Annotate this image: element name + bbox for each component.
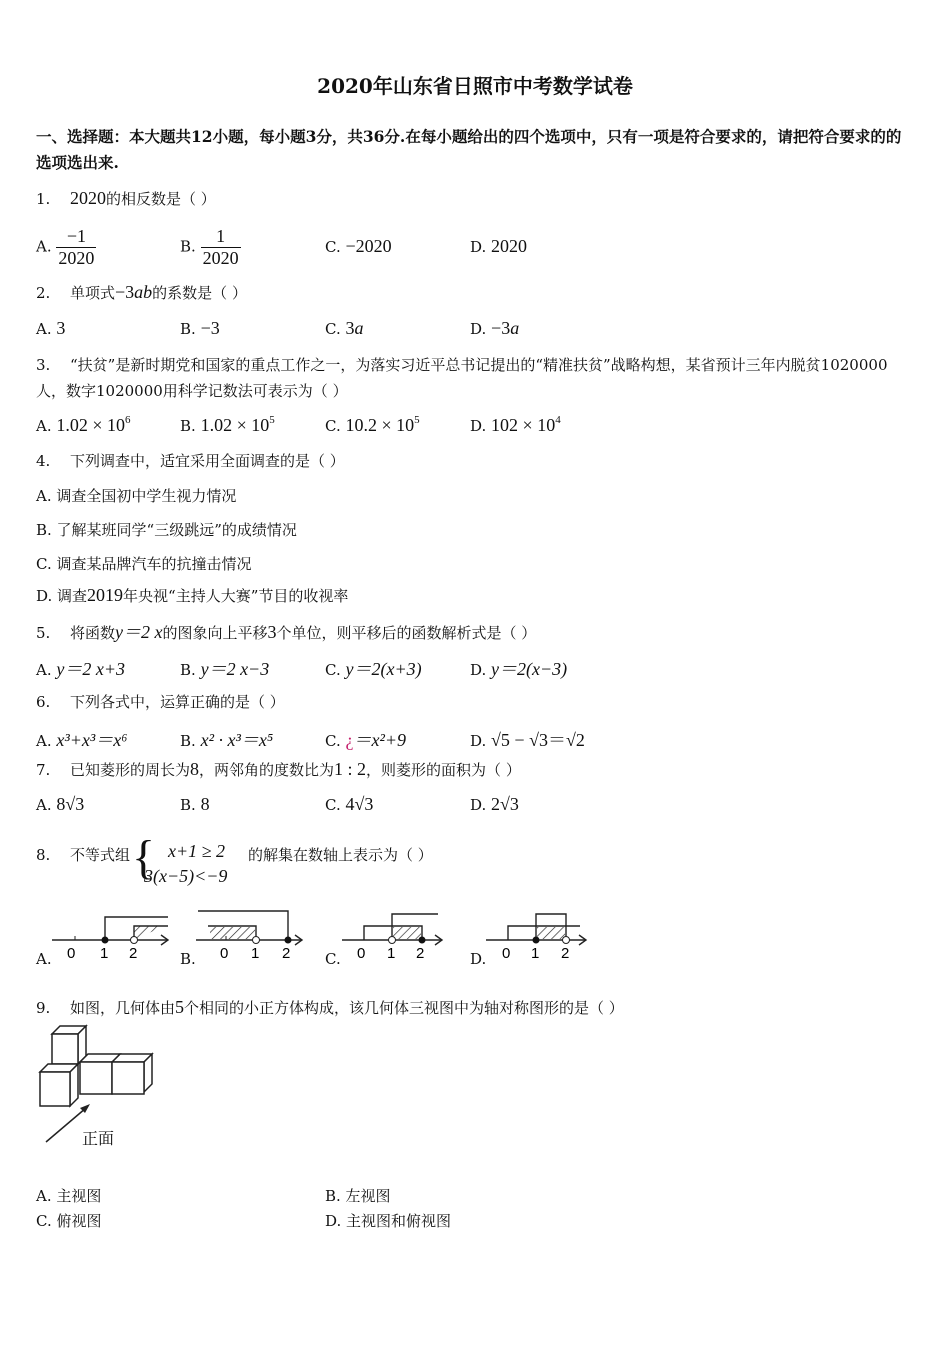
question-number: 2.: [36, 284, 51, 302]
tick-label: 0: [502, 945, 511, 962]
tick-label: 1: [251, 945, 260, 962]
option-label: A.: [36, 796, 52, 814]
option-value: 4√3: [345, 794, 374, 814]
math-variable: ab: [134, 282, 153, 302]
option-b[interactable]: [180, 726, 273, 752]
inequality-1: x+1 ≥ 2: [168, 841, 226, 861]
question-6: [36, 691, 285, 712]
math-number: 5: [175, 997, 185, 1017]
question-text: 不等式组: [70, 846, 131, 864]
question-3: [36, 352, 914, 404]
option-label: D.: [470, 417, 487, 435]
option-a[interactable]: A. 调查全国初中学生视力情况: [36, 487, 237, 505]
question-1: [36, 188, 216, 209]
question-text: 下列调查中，适宜采用全面调查的是（ ）: [70, 452, 345, 470]
option-exponent: 4: [555, 414, 561, 426]
question-text: 将函数: [70, 624, 116, 642]
question-text: 已知菱形的周长为: [70, 761, 191, 779]
question-2: [36, 282, 247, 303]
option-value: x² · x³＝x⁵: [200, 730, 274, 750]
option-c[interactable]: [325, 236, 392, 257]
option-c[interactable]: C. 俯视图: [36, 1212, 102, 1230]
option-label: C.: [325, 320, 341, 338]
number-line-a[interactable]: [52, 917, 168, 962]
option-label: D.: [470, 796, 487, 814]
option-value: √5 − √3＝√2: [491, 730, 585, 750]
tick-label: 2: [416, 945, 425, 962]
option-value: y＝2 x+3: [56, 659, 126, 679]
option-a[interactable]: [36, 414, 131, 436]
option-label: A.: [36, 661, 52, 679]
question-text-number: 2020: [70, 188, 106, 208]
option-value: 1.02 × 10: [56, 415, 126, 435]
tick-label: 2: [129, 945, 138, 962]
option-d[interactable]: [470, 236, 527, 257]
tick-label: 2: [282, 945, 291, 962]
math-number: 8: [190, 759, 200, 779]
option-year: 2019: [87, 585, 124, 605]
question-4: [36, 450, 345, 471]
option-label: C.: [325, 238, 341, 256]
option-value: 3: [345, 318, 355, 338]
numerator: 1: [201, 226, 241, 248]
option-value: 2√3: [491, 794, 519, 814]
option-label: D.: [470, 238, 487, 256]
option-b[interactable]: [180, 226, 241, 269]
question-text: 个单位，则平移后的函数解析式是（ ）: [276, 624, 537, 642]
option-c[interactable]: C.: [325, 950, 341, 968]
option-a[interactable]: [36, 726, 128, 752]
option-b[interactable]: [180, 794, 210, 815]
option-variable: a: [354, 318, 364, 338]
option-label: B.: [180, 796, 196, 814]
number-line-d[interactable]: [486, 914, 586, 962]
tick-label: 0: [220, 945, 229, 962]
option-d[interactable]: [470, 794, 519, 815]
question-text: ，两邻角的度数比为: [199, 761, 335, 779]
option-exponent: 5: [269, 414, 275, 426]
option-value: y＝2(x+3): [345, 659, 422, 679]
denominator: 2020: [58, 248, 95, 268]
option-c[interactable]: C. 调查某品牌汽车的抗撞击情况: [36, 555, 252, 573]
section-heading: 一、选择题：本大题共12小题，每小题3分，共36分.在每小题给出的四个选项中，只有一项是符合要求的，请把符合要求的的选项选出来.: [36, 127, 902, 172]
question-number: 4.: [36, 452, 51, 470]
option-b[interactable]: B.: [180, 950, 196, 968]
brace-icon: {: [132, 831, 156, 884]
option-b[interactable]: B. 左视图: [325, 1187, 391, 1205]
option-a[interactable]: A.: [36, 950, 52, 968]
option-c[interactable]: [325, 318, 364, 339]
fraction: [201, 226, 241, 269]
option-value: y＝2(x−3): [491, 659, 568, 679]
option-label: A.: [36, 732, 52, 750]
math-number: 3: [267, 622, 277, 642]
option-c[interactable]: [325, 794, 373, 815]
tick-label: 1: [100, 945, 109, 962]
option-d[interactable]: [470, 318, 519, 339]
question-9: [36, 997, 624, 1018]
option-value: 3: [56, 318, 66, 338]
option-a[interactable]: [36, 318, 65, 339]
option-glyph: ¿: [345, 730, 354, 750]
option-d[interactable]: D.: [470, 950, 487, 968]
question-text: “扶贫”是新时期党和国家的重点工作之一，为落实习近平总书记提出的“精准扶贫”战略构想，某省预计三年内脱贫1020000人，数字1020000用科学记数法可表示为（ ）: [36, 356, 888, 400]
option-d[interactable]: [470, 655, 567, 681]
question-text: 的图象向上平移: [162, 624, 268, 642]
option-c[interactable]: [325, 655, 422, 681]
question-number: 5.: [36, 624, 51, 642]
question-text: 下列各式中，运算正确的是（ ）: [70, 693, 285, 711]
question-text: 如图，几何体由: [70, 999, 176, 1017]
option-b[interactable]: [180, 414, 275, 436]
question-8-prefix: [36, 844, 130, 865]
option-label: D.: [470, 661, 487, 679]
option-label: A.: [36, 417, 52, 435]
option-c[interactable]: [325, 726, 406, 752]
front-label: 正面: [82, 1129, 115, 1148]
option-b[interactable]: B. 了解某班同学“三级跳远”的成绩情况: [36, 521, 297, 539]
option-exponent: 6: [125, 414, 131, 426]
number-line-options: [30, 900, 610, 972]
option-text: D. 调查: [36, 587, 88, 605]
option-d[interactable]: [470, 414, 561, 436]
option-text: 年央视“主持人大赛”节目的收视率: [123, 587, 349, 605]
math-ratio: 1 : 2: [334, 759, 367, 779]
option-value: 2020: [491, 236, 528, 256]
math-coefficient: −3: [115, 282, 135, 302]
option-label: C.: [325, 796, 341, 814]
option-d[interactable]: [470, 726, 585, 752]
option-value: x³+x³＝x⁶: [56, 730, 128, 750]
tick-label: 1: [387, 945, 396, 962]
number-line-b[interactable]: [196, 911, 302, 962]
option-value: −2020: [345, 236, 392, 256]
option-a[interactable]: [36, 794, 84, 815]
option-value: y＝2 x−3: [200, 659, 270, 679]
question-text: 的相反数是（ ）: [106, 190, 216, 208]
number-line-c[interactable]: [342, 914, 442, 962]
option-value: −3: [491, 318, 511, 338]
option-value: −3: [200, 318, 220, 338]
option-label: B.: [180, 417, 196, 435]
option-label: B.: [180, 237, 196, 256]
question-number: 8.: [36, 846, 51, 864]
option-label: D.: [470, 320, 487, 338]
tick-label: 1: [531, 945, 540, 962]
question-text: 单项式: [70, 284, 116, 302]
tick-label: 0: [67, 945, 76, 962]
fraction: [56, 226, 96, 269]
question-number: 6.: [36, 693, 51, 711]
question-text: ，则菱形的面积为（ ）: [366, 761, 521, 779]
option-label: B.: [180, 732, 196, 750]
option-value: 8√3: [56, 794, 85, 814]
option-c[interactable]: [325, 414, 420, 436]
question-text: 个相同的小正方体构成，该几何体三视图中为轴对称图形的是（ ）: [184, 999, 624, 1017]
option-a[interactable]: [36, 226, 96, 269]
question-7: [36, 759, 521, 780]
option-label: A.: [36, 237, 52, 256]
inequality-2: 3(x−5)<−9: [144, 866, 228, 886]
tick-label: 2: [561, 945, 570, 962]
option-label: D.: [470, 732, 487, 750]
math-function: y＝2 x: [115, 622, 163, 642]
option-b[interactable]: [180, 655, 269, 681]
option-exponent: 5: [414, 414, 420, 426]
option-label: A.: [36, 320, 52, 338]
question-number: 7.: [36, 761, 51, 779]
option-label: C.: [325, 661, 341, 679]
option-variable: a: [510, 318, 520, 338]
option-a[interactable]: [36, 655, 125, 681]
question-text: 的解集在数轴上表示为（ ）: [248, 846, 433, 864]
question-5: [36, 618, 536, 644]
denominator: 2020: [202, 248, 239, 268]
option-value: 1.02 × 10: [200, 415, 270, 435]
option-d[interactable]: [36, 585, 348, 606]
option-value: 8: [200, 794, 210, 814]
option-label: B.: [180, 320, 196, 338]
question-text: 的系数是（ ）: [152, 284, 247, 302]
option-label: C.: [325, 732, 341, 750]
page-title: 2020年山东省日照市中考数学试卷: [317, 74, 633, 98]
question-number: 3.: [36, 356, 51, 374]
option-d[interactable]: D. 主视图和俯视图: [325, 1212, 452, 1230]
option-value: 10.2 × 10: [345, 415, 415, 435]
option-label: C.: [325, 417, 341, 435]
numerator: −1: [56, 226, 96, 248]
question-number: 1.: [36, 190, 51, 208]
option-value: ＝x²+9: [353, 730, 407, 750]
option-value: 102 × 10: [491, 415, 556, 435]
tick-label: 0: [357, 945, 366, 962]
option-label: B.: [180, 661, 196, 679]
option-b[interactable]: [180, 318, 220, 339]
question-number: 9.: [36, 999, 51, 1017]
option-a[interactable]: A. 主视图: [36, 1187, 102, 1205]
